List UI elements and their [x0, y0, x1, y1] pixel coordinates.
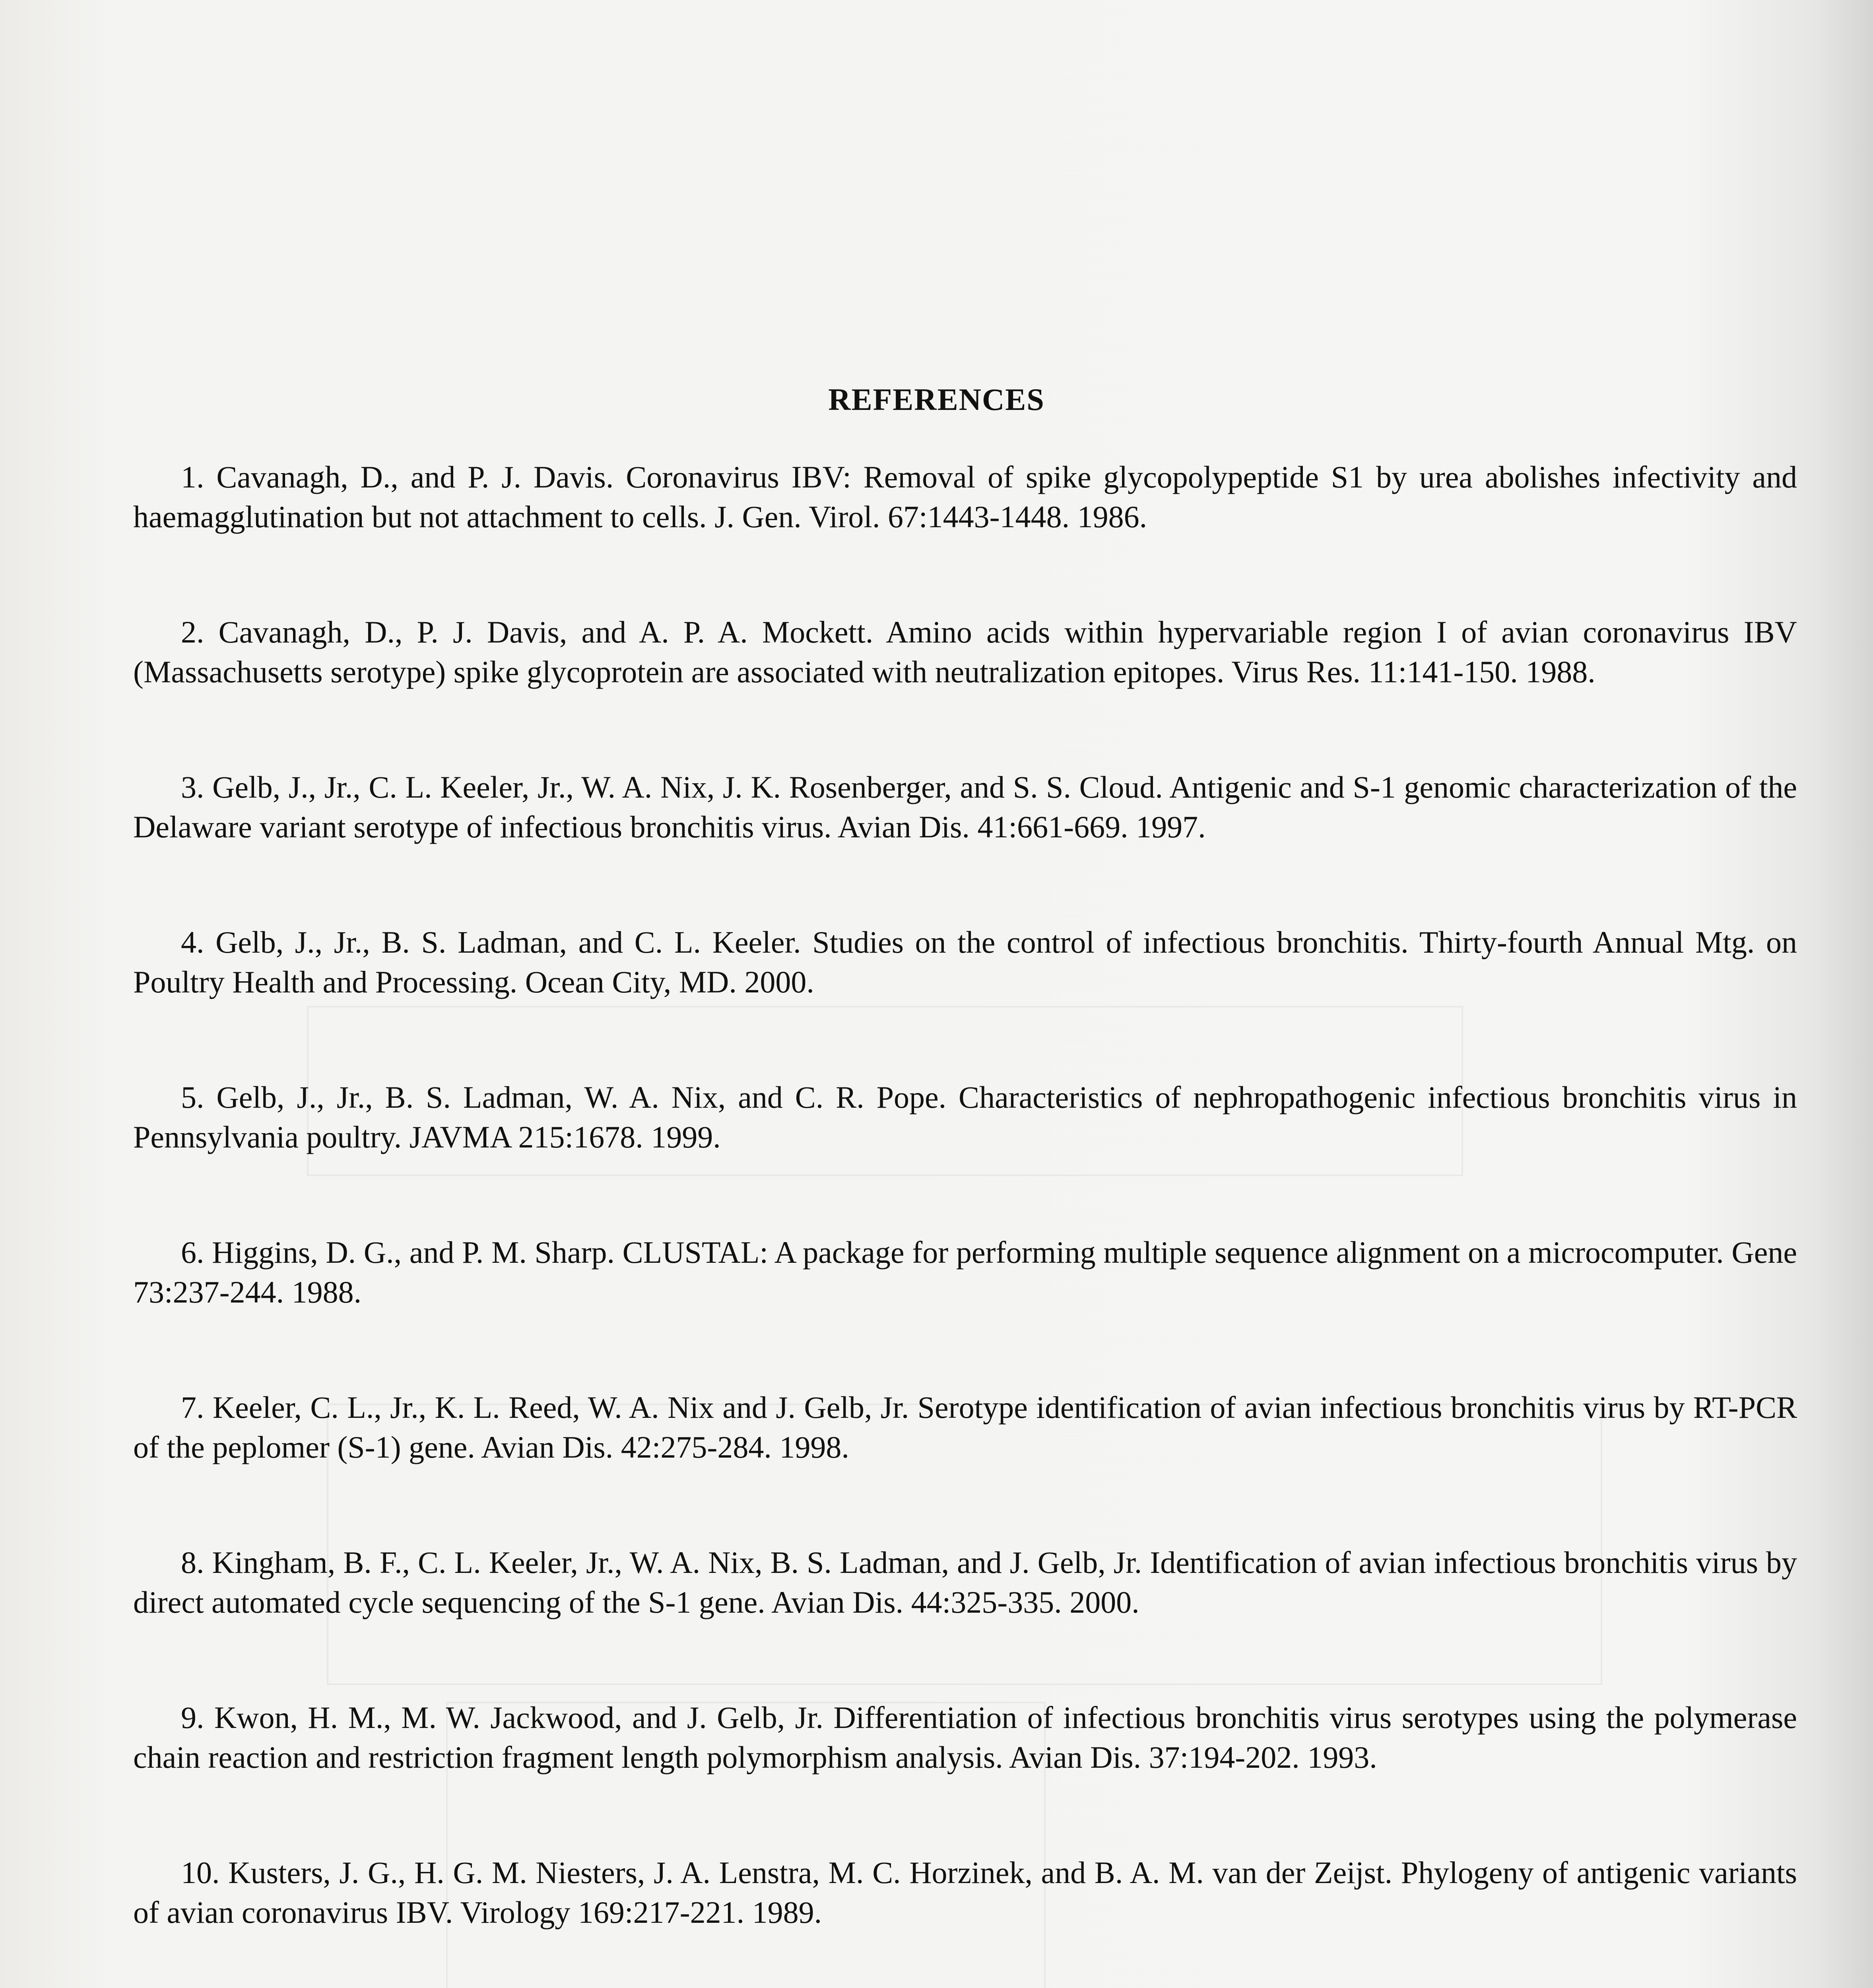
reference-item — [133, 612, 1797, 692]
reference-text: Kwon, H. M., M. W. Jackwood, and J. Gelb, Jr. Differentiation of infectious bronchitis virus serotypes using the polymerase chain reaction and restriction fragment length polymorphism analysis. Avian Dis. 37:194-202. 1993. — [133, 1700, 1797, 1774]
reference-item — [133, 767, 1797, 847]
reference-number: 9. — [181, 1700, 204, 1735]
reference-text: Kusters, J. G., H. G. M. Niesters, J. A. Lenstra, M. C. Horzinek, and B. A. M. van der Zeijst. Phylogeny of antigenic variants of avian coronavirus IBV. Virology 169:217-221. 1989. — [133, 1855, 1797, 1930]
reference-item — [133, 1233, 1797, 1312]
reference-item — [133, 1853, 1797, 1932]
reference-text: Kingham, B. F., C. L. Keeler, Jr., W. A. Nix, B. S. Ladman, and J. Gelb, Jr. Identification of avian infectious bronchitis virus by direct automated cycle sequencing of the S-1 gene. Avian Dis. 44:325-335. 2000. — [133, 1545, 1797, 1619]
reference-item — [133, 457, 1797, 537]
reference-number: 2. — [181, 615, 204, 649]
reference-number: 7. — [181, 1390, 204, 1425]
reference-number: 1. — [181, 460, 204, 494]
references-heading: REFERENCES — [828, 382, 1045, 417]
reference-number: 3. — [181, 770, 204, 804]
reference-number: 4. — [181, 925, 204, 959]
reference-text: Cavanagh, D., P. J. Davis, and A. P. A. Mockett. Amino acids within hypervariable region I of avian coronavirus IBV (Massachusetts serotype) spike glycoprotein are associated with neutralization epitopes. Virus Res. 11:141-150. 1988. — [133, 615, 1797, 689]
reference-item — [133, 922, 1797, 1002]
reference-text: Keeler, C. L., Jr., K. L. Reed, W. A. Nix and J. Gelb, Jr. Serotype identification of avian infectious bronchitis virus by RT-PCR of the peplomer (S-1) gene. Avian Dis. 42:275-284. 1998. — [133, 1390, 1797, 1464]
reference-item — [133, 1698, 1797, 1777]
reference-number: 6. — [181, 1235, 204, 1270]
reference-number: 8. — [181, 1545, 204, 1580]
reference-item — [133, 1388, 1797, 1467]
reference-text: Gelb, J., Jr., B. S. Ladman, W. A. Nix, and C. R. Pope. Characteristics of nephropathogenic infectious bronchitis virus in Pennsylvania poultry. JAVMA 215:1678. 1999. — [133, 1080, 1797, 1154]
reference-text: Cavanagh, D., and P. J. Davis. Coronavirus IBV: Removal of spike glycopolypeptide S1 by urea abolishes infectivity and haemagglutination but not attachment to cells. J. Gen. Virol. 67:1443-1448. 1986. — [133, 460, 1797, 534]
reference-list — [133, 457, 1797, 1932]
reference-number: 5. — [181, 1080, 204, 1114]
reference-text: Gelb, J., Jr., C. L. Keeler, Jr., W. A. Nix, J. K. Rosenberger, and S. S. Cloud. Antigenic and S-1 genomic characterization of the Delaware variant serotype of infectious bronchitis virus. Avian Dis. 41:661-669. 1997. — [133, 770, 1797, 844]
reference-number: 10. — [181, 1855, 220, 1890]
reference-text: Gelb, J., Jr., B. S. Ladman, and C. L. Keeler. Studies on the control of infectious bronchitis. Thirty-fourth Annual Mtg. on Poultry Health and Processing. Ocean City, MD. 2000. — [133, 925, 1797, 999]
reference-text: Higgins, D. G., and P. M. Sharp. CLUSTAL: A package for performing multiple sequence alignment on a microcomputer. Gene 73:237-244. 1988. — [133, 1235, 1797, 1309]
reference-item — [133, 1077, 1797, 1157]
reference-item — [133, 1543, 1797, 1622]
